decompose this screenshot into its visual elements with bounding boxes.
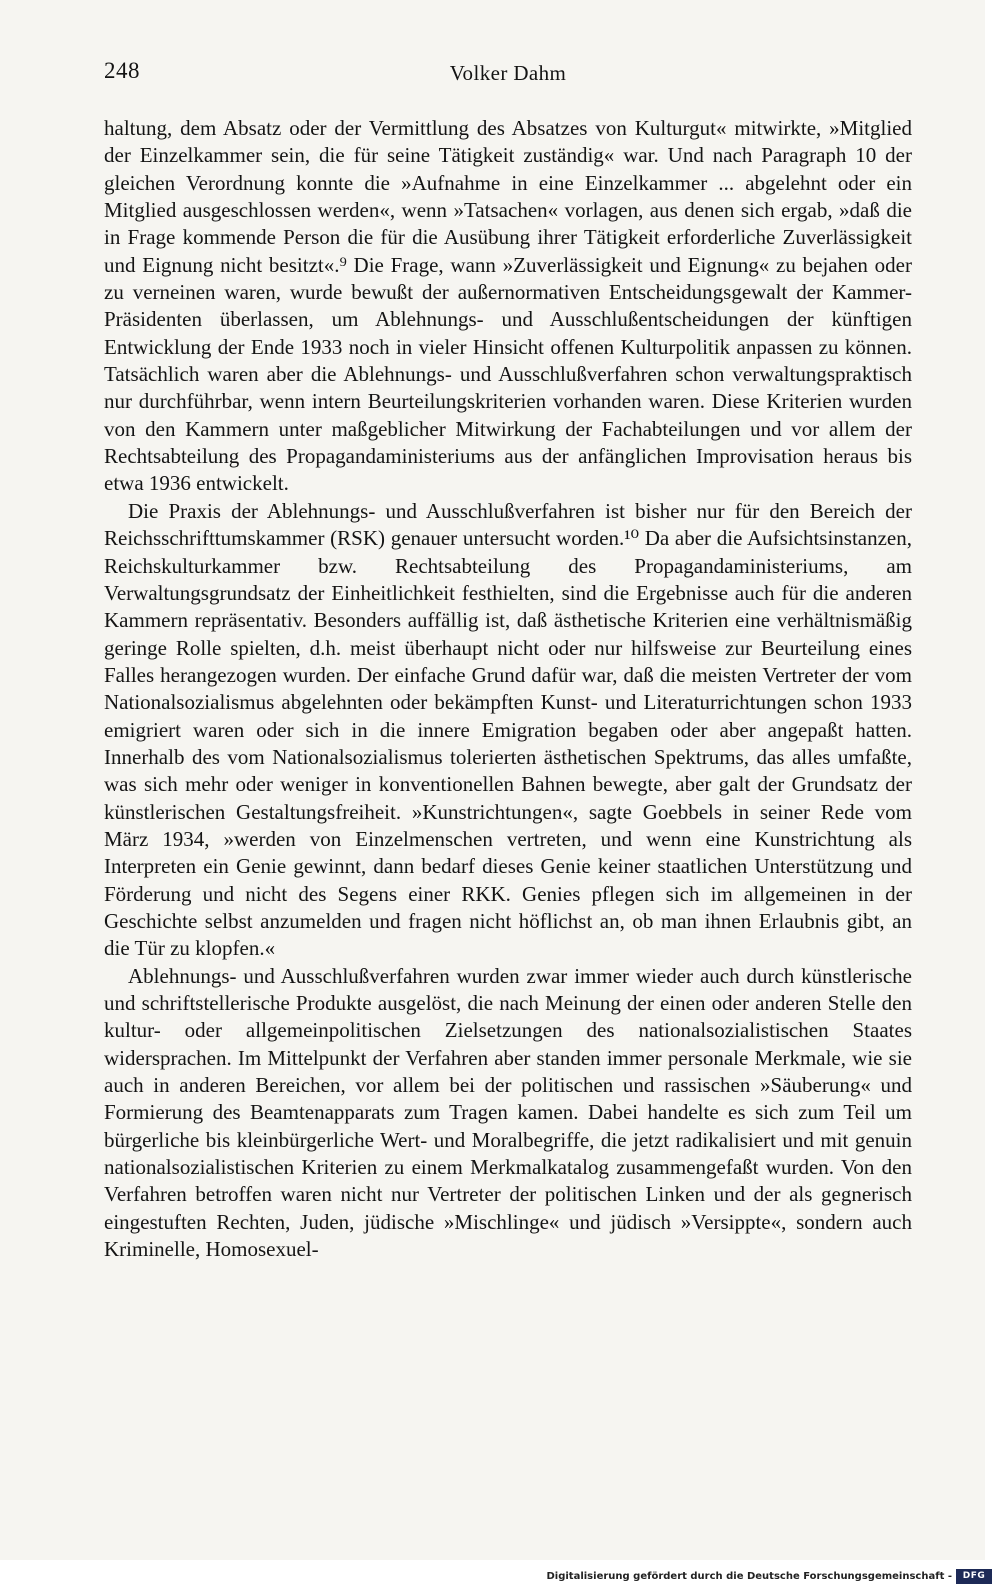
page-number: 248 <box>104 58 140 83</box>
body-text <box>104 115 912 1263</box>
dfg-logo: DFG <box>956 1569 992 1584</box>
digitization-footer <box>0 1560 1000 1592</box>
running-head-author: Volker Dahm <box>449 61 567 85</box>
paragraph: Die Praxis der Ablehnungs- und Ausschlußverfahren ist bisher nur für den Bereich der Reichsschrifttumskammer (RSK) genauer untersucht worden.¹⁰ Da aber die Aufsichtsinstanzen, Reichskulturkammer bzw. Rechtsabteilung des Propagandaministeriums, am Verwaltungsgrundsatz der Einheitlichkeit festhielten, sind die Ergebnisse auch für die anderen Kammern repräsentativ. Besonders auffällig ist, daß ästhetische Kriterien eine verhältnismäßig geringe Rolle spielten, d.h. meist überhaupt nicht oder nur hilfsweise zur Beurteilung eines Falles herangezogen wurden. Der einfache Grund dafür war, daß die meisten Vertreter der vom Nationalsozialismus abgelehnten oder bekämpften Kunst- und Literaturrichtungen schon 1933 emigriert waren oder sich in die innere Emigration begaben oder aber angepaßt hatten. Innerhalb des vom Nationalsozialismus tolerierten ästhetischen Spektrums, das alles umfaßte, was sich mehr oder weniger in konventionellen Bahnen bewegte, aber galt der Grundsatz der künstlerischen Gestaltungsfreiheit. »Kunstrichtungen«, sagte Goebbels in seiner Rede vom März 1934, »werden von Einzelmenschen vertreten, und wenn eine Kunstrichtung als Interpreten ein Genie gewinnt, dann bedarf dieses Genie keiner staatlichen Unterstützung und Förderung und nicht des Segens einer RKK. Genies pflegen sich im allgemeinen in der Geschichte selbst anzumelden und fragen nicht höflichst an, ob man ihnen Erlaubnis gibt, an die Tür zu klopfen.« <box>104 498 912 961</box>
page-header <box>104 58 912 92</box>
paragraph: Ablehnungs- und Ausschlußverfahren wurden zwar immer wieder auch durch künstlerische und schriftstellerische Produkte ausgelöst, die nach Meinung der einen oder anderen Stelle den kultur- oder allgemeinpolitischen Zielsetzungen des nationalsozialistischen Staates widersprachen. Im Mittelpunkt der Verfahren aber standen immer personale Merkmale, wie sie auch in anderen Bereichen, vor allem bei der politischen und rassischen »Säuberung« und Formierung des Beamtenapparats zum Tragen kamen. Dabei handelte es sich zum Teil um bürgerliche bis kleinbürgerliche Wert- und Moralbegriffe, die jetzt radikalisiert und mit genuin nationalsozialistischen Kriterien zu einem Merkmalkatalog zusammengefaßt wurden. Von den Verfahren betroffen waren nicht nur Vertreter der politischen Linken und der als gegnerisch eingestuften Rechten, Juden, jüdische »Mischlinge« und jüdisch »Versippte«, sondern auch Kriminelle, Homosexuel- <box>104 963 912 1262</box>
paragraph-continuation: haltung, dem Absatz oder der Vermittlung des Absatzes von Kulturgut« mitwirkte, »Mitglied der Einzelkammer sein, die für seine Tätigkeit zuständig« war. Und nach Paragraph 10 der gleichen Verordnung konnte die »Aufnahme in eine Einzelkammer ... abgelehnt oder ein Mitglied ausgeschlossen werden«, wenn »Tatsachen« vorlagen, aus denen sich ergab, »daß die in Frage kommende Person die für die Ausübung ihrer Tätigkeit erforderliche Zuverlässigkeit und Eignung nicht besitzt«.⁹ Die Frage, wann »Zuverlässigkeit und Eignung« zu bejahen oder zu verneinen waren, wurde bewußt der außernormativen Entscheidungsgewalt der Kammer-Präsidenten überlassen, um Ablehnungs- und Ausschlußentscheidungen der künftigen Entwicklung der Ende 1933 noch in vieler Hinsicht offenen Kulturpolitik anpassen zu können. Tatsächlich waren aber die Ablehnungs- und Ausschlußverfahren schon verwaltungspraktisch nur durchführbar, wenn intern Beurteilungskriterien vorhanden waren. Diese Kriterien wurden von den Kammern unter maßgeblicher Mitwirkung der Fachabteilungen und vor allem der Rechtsabteilung des Propagandaministeriums aus der anfänglichen Improvisation heraus bis etwa 1936 entwickelt. <box>104 116 912 496</box>
digitization-credit: Digitalisierung gefördert durch die Deutsche Forschungsgemeinschaft - <box>546 1571 952 1582</box>
